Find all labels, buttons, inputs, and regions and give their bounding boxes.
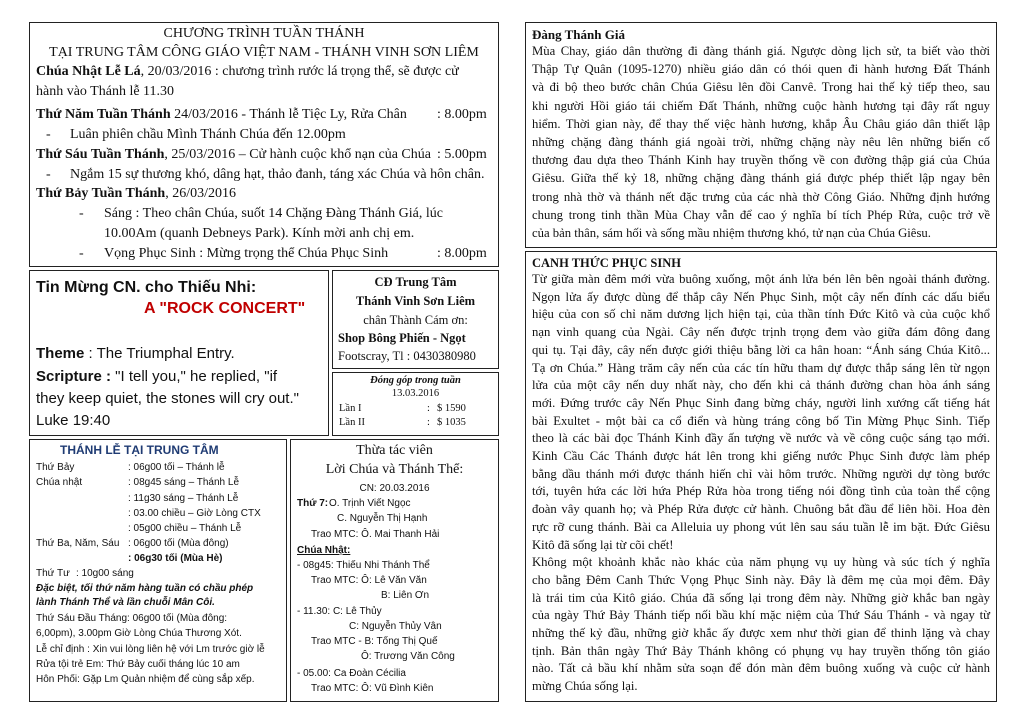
minister-line: Trao MTC: Ô. Mai Thanh Hải <box>311 529 440 540</box>
paragraph-line: hiệu của con số chỉ năm dương lịch hiện tại, của thần tính Đức Kitô và của cuộc khổ <box>532 307 990 322</box>
palm-sunday-label: Chúa Nhật Lễ Lá <box>36 64 141 79</box>
paragraph-line: khi người Hồi giáo tái chiếm Đất Thánh, những cuộc hành hương tại đây rất nguy <box>532 98 990 113</box>
masses-special-l2: lành Thánh Thể và lần chuỗi Mân Côi. <box>36 597 215 608</box>
minister-line: C. Nguyễn Thị Hạnh <box>337 513 428 524</box>
kids-gospel-title: Tin Mừng CN. cho Thiếu Nhi: <box>36 279 257 296</box>
paragraph-line: Ngọn lửa ấy được dùng để thắp cây Nến Phục Sinh, một cây nến đính các dấu biểu <box>532 289 990 304</box>
paragraph-line: Không một khoảnh khắc nào khác của năm phụng vụ uy hùng và súc tích ý nghĩa <box>532 555 990 570</box>
paragraph-line: nạn vinh quang của Ngài. Cây nến được trịnh trọng đem vào giữa đám đông đang <box>532 325 990 340</box>
paragraph-line: bằng dầu thánh mới được thánh hiến chỉ vài hôm trước. Những người dự tòng bước <box>532 466 990 481</box>
ministers-date: CN: 20.03.2016 <box>359 483 430 494</box>
paragraph-line: Từ giữa màn đêm mới vừa buông xuống, một ánh lửa bén lên bên ngoài thánh đường. <box>532 272 990 286</box>
mass-day: Thứ Tư <box>36 568 70 579</box>
paragraph-line: bài Exultet - một bài ca cổ điển và hùng tráng công bố Tin Mừng Phục Sinh. Tiếp <box>532 413 990 428</box>
thanks-line3: chân Thành Cám ơn: <box>363 313 468 327</box>
minister-line: O. Trịnh Viết Ngọc <box>329 498 411 509</box>
kids-scripture-text: "I tell you," he replied, "if <box>111 368 278 385</box>
masses-first-friday-l1: Thứ Sáu Đầu Tháng: 06g00 tối (Mùa đông: <box>36 613 228 624</box>
mass-time: : 06g00 tối (Mùa đông) <box>128 538 229 549</box>
paragraph-line: qui tụ. Tại đây, cây nến được giới thiệu bằng lời ca hân hoan: “Ánh sáng Chúa Kitô... <box>532 342 990 357</box>
holy-saturday <box>36 186 236 202</box>
paragraph-line: chung trong tinh thần Mùa Chay vẫn để cao ý nghĩa bí tích Phép Rửa, cuộc trở về <box>532 207 990 222</box>
masses-first-friday-l2: 6,00pm), 3.00pm Giờ Lòng Chúa Thương Xót. <box>36 628 242 639</box>
holy-thursday-bullet: Luân phiên chầu Mình Thánh Chúa đến 12.00pm <box>70 127 346 142</box>
donation-amount: $ 1590 <box>437 403 466 414</box>
masses-request-l1: Lễ chỉ định : Xin vui lòng liên hệ với Lm trước giờ lễ <box>36 644 265 655</box>
minister-line: B: Liên Ơn <box>381 590 430 601</box>
good-friday <box>36 147 431 163</box>
kids-theme-label: Theme <box>36 345 85 362</box>
minister-line: Trao MTC: Ô: Vũ Đình Kiên <box>311 683 434 694</box>
paragraph-line: Thập Tự Quân (1095-1270) nhiều giáo dân có thói quen đi hành hương Đất Thánh <box>532 62 990 77</box>
good-friday-bullet-dash: - <box>46 167 51 182</box>
donation-amount: $ 1035 <box>437 417 466 428</box>
paragraph-line: tới, tuyên hứa các lời hứa Phép Rửa hòa trong tiếng nói đồng tình của toàn thể cộng <box>532 484 990 499</box>
kids-scripture-l2: they keep quiet, the stones will cry out." <box>36 390 299 407</box>
paragraph-line: tịnh. Bản thân ngày Thứ Bảy Thánh không có phụng vụ hay truyền thống tôn giáo <box>532 643 990 658</box>
paragraph-line: là trái tim của Kitô giáo. Chúa đã sống lại trong đêm này. Những giờ khắc ban ngày <box>532 590 990 605</box>
minister-line: - 11.30: C: Lê Thủy <box>297 606 382 617</box>
paragraph-line: thương đau dựa theo Thánh Kinh hay truyền thống về con đường thập giá của Chúa <box>532 153 990 168</box>
paragraph-line: đoàn vây quanh họ; và Phép Rửa được cử hành. Chuông bắt đầu để liên hồi. Hoa đèn <box>532 502 990 517</box>
kids-theme-text: : The Triumphal Entry. <box>84 345 235 362</box>
masses-title: THÁNH LỄ TẠI TRUNG TÂM <box>60 443 219 457</box>
paragraph-line: và đi bộ theo bước chân Chúa Giêsu lên đồi Canvê. Trong hai thế kỷ tiếp theo, sau <box>532 80 990 95</box>
minister-line: Trao MTC - B: Tống Thị Quế <box>311 636 438 647</box>
thanks-box <box>332 270 499 369</box>
donation-title: Đóng góp trong tuần <box>370 375 461 386</box>
paragraph-line: rực rỡ cung thánh. Bài ca Alleluia uy phong vút lên sau sáu tuần lễ im bặt. Đức Giêsu <box>532 519 990 534</box>
mass-time: : 05g00 chiều – Thánh Lễ <box>128 523 242 534</box>
palm-sunday-line2: hành vào Thánh lễ 11.30 <box>36 84 175 99</box>
donation-colon: : <box>427 417 430 428</box>
ministers-box <box>290 439 499 702</box>
vigil-body <box>532 272 990 700</box>
paragraph-line: Kinh Cầu Các Thánh được hát lên trong khi giếng nước Phục Sinh được làm phép <box>532 449 990 463</box>
paragraph-line: những thế kỷ đầu, những giờ khắc ấy được xem như thời gian để thinh lặng và chay <box>532 626 990 640</box>
donation-row <box>339 417 489 431</box>
kids-gospel-box <box>29 270 329 436</box>
donation-row <box>339 403 489 417</box>
paragraph-line: mới. Đứng trước cây Nến Phục Sinh đang bừng cháy, người linh xướng cất tiếng hát <box>532 395 990 410</box>
paragraph-line: Mùa Chay, giáo dân thường đi đàng thánh giá. Ngược dòng lịch sử, ta biết vào thời <box>532 44 990 58</box>
holy-thursday-text: 24/03/2016 - Thánh lễ Tiệc Ly, Rửa Chân <box>170 107 407 122</box>
holy-saturday-bullet1-l1: Sáng : Theo chân Chúa, suốt 14 Chặng Đàng Thánh Giá, lúc <box>104 206 443 221</box>
thanks-line2: Thánh Vinh Sơn Liêm <box>355 294 476 308</box>
stations-body <box>532 44 990 244</box>
schedule-title: CHƯƠNG TRÌNH TUẦN THÁNH <box>163 26 365 41</box>
mass-time: : 03.00 chiều – Giờ Lòng CTX <box>128 508 261 519</box>
minister-line: Ô: Trương Văn Công <box>361 651 455 662</box>
holy-thursday <box>36 107 407 123</box>
paragraph-line: những chặng đàng thánh giá ngoài trời, những chặng này nêu lên những biến cố <box>532 135 990 149</box>
good-friday-time: : 5.00pm <box>437 147 487 162</box>
masses-box <box>29 439 287 702</box>
paragraph-line: theo là các bài đọc Thánh Kinh đầy ấn tượng về nước và về công cuộc sáng tạo mới. <box>532 431 990 446</box>
paragraph-line: lửa của một cây nến duy nhất này, cho đến khi cả thánh đường chan hòa ánh sáng <box>532 378 990 393</box>
mass-day: Thứ Ba, Năm, Sáu <box>36 538 120 549</box>
thanks-line1: CĐ Trung Tâm <box>374 275 457 289</box>
ministers-title-l1: Thừa tác viên <box>356 443 433 458</box>
good-friday-label: Thứ Sáu Tuần Thánh <box>36 147 165 162</box>
donation-label: Lần II <box>339 417 365 428</box>
minister-line: Thứ 7: <box>297 498 329 509</box>
vigil-box <box>525 251 997 702</box>
kids-concert-title: A "ROCK CONCERT" <box>144 300 306 317</box>
paragraph-line: Tạ ơn Chúa.” Hàng trăm cây nến của các tín hữu tham dự được thắp sáng lên từ ngọn <box>532 360 990 375</box>
kids-scripture-ref: Luke 19:40 <box>36 412 111 429</box>
mass-day: Chúa nhật <box>36 477 83 488</box>
paragraph-line: cho bằng Đêm Canh Thức Vọng Phục Sinh này. Đây là đêm mẹ của mọi đêm. Đây <box>532 572 990 587</box>
holy-week-schedule <box>29 22 499 267</box>
holy-saturday-bullet2-dash: - <box>79 246 84 261</box>
minister-line: Chúa Nhật: <box>297 545 351 556</box>
holy-thursday-bullet-dash: - <box>46 127 51 142</box>
paragraph-line: hiểm. Thời gian này, để thay thế việc hành hương, khắp Âu Châu giáo dân thiết lập <box>532 116 990 131</box>
donation-label: Lần I <box>339 403 362 414</box>
donation-date: 13.03.2016 <box>391 388 440 399</box>
paragraph-line: của bản thân, sám hối và sống mầu nhiệm thương khó, tử nạn của Chúa Giêsu. <box>532 226 931 240</box>
paragraph-line: Kitô đã sống lại từ cõi chết! <box>532 537 674 552</box>
donation-box <box>332 372 499 436</box>
minister-line: C: Nguyễn Thủy Vân <box>349 621 442 632</box>
holy-thursday-label: Thứ Năm Tuần Thánh <box>36 107 171 122</box>
masses-special-l1: Đặc biệt, tối thứ năm hàng tuần có chầu phép <box>36 583 254 594</box>
mass-time: : 08g45 sáng – Thánh Lễ <box>128 477 240 488</box>
kids-scripture-l1 <box>36 368 277 385</box>
holy-saturday-bullet2: Vọng Phục Sinh : Mừng trọng thể Chúa Phục Sinh <box>104 246 389 261</box>
good-friday-bullet: Ngắm 15 sự thương khó, dâng hạt, thảo đanh, táng xác Chúa và hôn chân. <box>70 167 485 182</box>
mass-time: : 06g00 tối – Thánh lễ <box>128 462 225 473</box>
minister-line: - 05.00: Ca Đoàn Cécilia <box>297 668 406 679</box>
paragraph-line: nào. Tất cả bầu khí nhằm sửa soạn để đón màn đêm buông xuống và cuộc cử hành <box>532 661 990 676</box>
minister-line: Trao MTC: Ô: Lê Văn Văn <box>311 575 427 586</box>
mass-time: : 10g00 sáng <box>76 568 134 579</box>
holy-saturday-label: Thứ Bảy Tuần Thánh <box>36 186 166 201</box>
palm-sunday-text: , 20/03/2016 : chương trình rước lá trọng thể, sẽ được cử <box>140 64 459 79</box>
holy-saturday-bullet2-time: : 8.00pm <box>437 246 487 261</box>
paragraph-line: trong nhà thờ và thánh nết đặc trưng của các nhà thờ Công Giáo. Những định hướng <box>532 189 990 204</box>
paragraph-line: của ngày Thứ Bảy Thánh tiếp nối bầu khí mặc niệm của Thứ Sáu Thánh - và ngay từ <box>532 608 990 623</box>
holy-saturday-bullet1-l2: 10.00Am (quanh Debneys Park). Kính mời anh chị em. <box>104 226 415 241</box>
holy-saturday-text: , 26/03/2016 <box>165 186 236 201</box>
stations-box <box>525 22 997 248</box>
holy-thursday-time: : 8.00pm <box>437 107 487 122</box>
minister-line: - 08g45: Thiếu Nhi Thánh Thể <box>297 560 430 571</box>
kids-scripture-label: Scripture : <box>36 368 112 385</box>
vigil-title: CANH THỨC PHỤC SINH <box>532 256 681 270</box>
stations-title: Đàng Thánh Giá <box>532 27 625 42</box>
paragraph-line: mừng Chúa sống lại. <box>532 679 638 694</box>
donation-colon: : <box>427 403 430 414</box>
paragraph-line: Giêsu. Giữa thế kỷ 18, những chặng đàng thánh giá được phép thiết lập ngay bên <box>532 171 990 186</box>
palm-sunday <box>36 64 459 80</box>
masses-request-l3: Hôn Phối: Gặp Lm Quản nhiệm để cùng sắp xếp. <box>36 674 255 685</box>
ministers-title-l2: Lời Chúa và Thánh Thể: <box>325 462 464 477</box>
masses-request-l2: Rửa tội trẻ Em: Thứ Bảy cuối tháng lúc 10 am <box>36 659 240 670</box>
thanks-line5: Footscray, Tl : 0430380980 <box>338 349 476 363</box>
thanks-line4: Shop Bông Phiến - Ngọt <box>338 331 466 345</box>
mass-day: Thứ Bảy <box>36 462 75 473</box>
mass-time: : 11g30 sáng – Thánh Lễ <box>128 493 239 504</box>
kids-theme <box>36 345 235 362</box>
good-friday-text: , 25/03/2016 – Cử hành cuộc khổ nạn của Chúa <box>164 147 431 162</box>
mass-time: : 06g30 tối (Mùa Hè) <box>128 553 223 564</box>
holy-saturday-bullet1-dash: - <box>79 206 84 221</box>
schedule-subtitle: TẠI TRUNG TÂM CÔNG GIÁO VIỆT NAM - THÁNH VINH SƠN LIÊM <box>49 45 479 60</box>
